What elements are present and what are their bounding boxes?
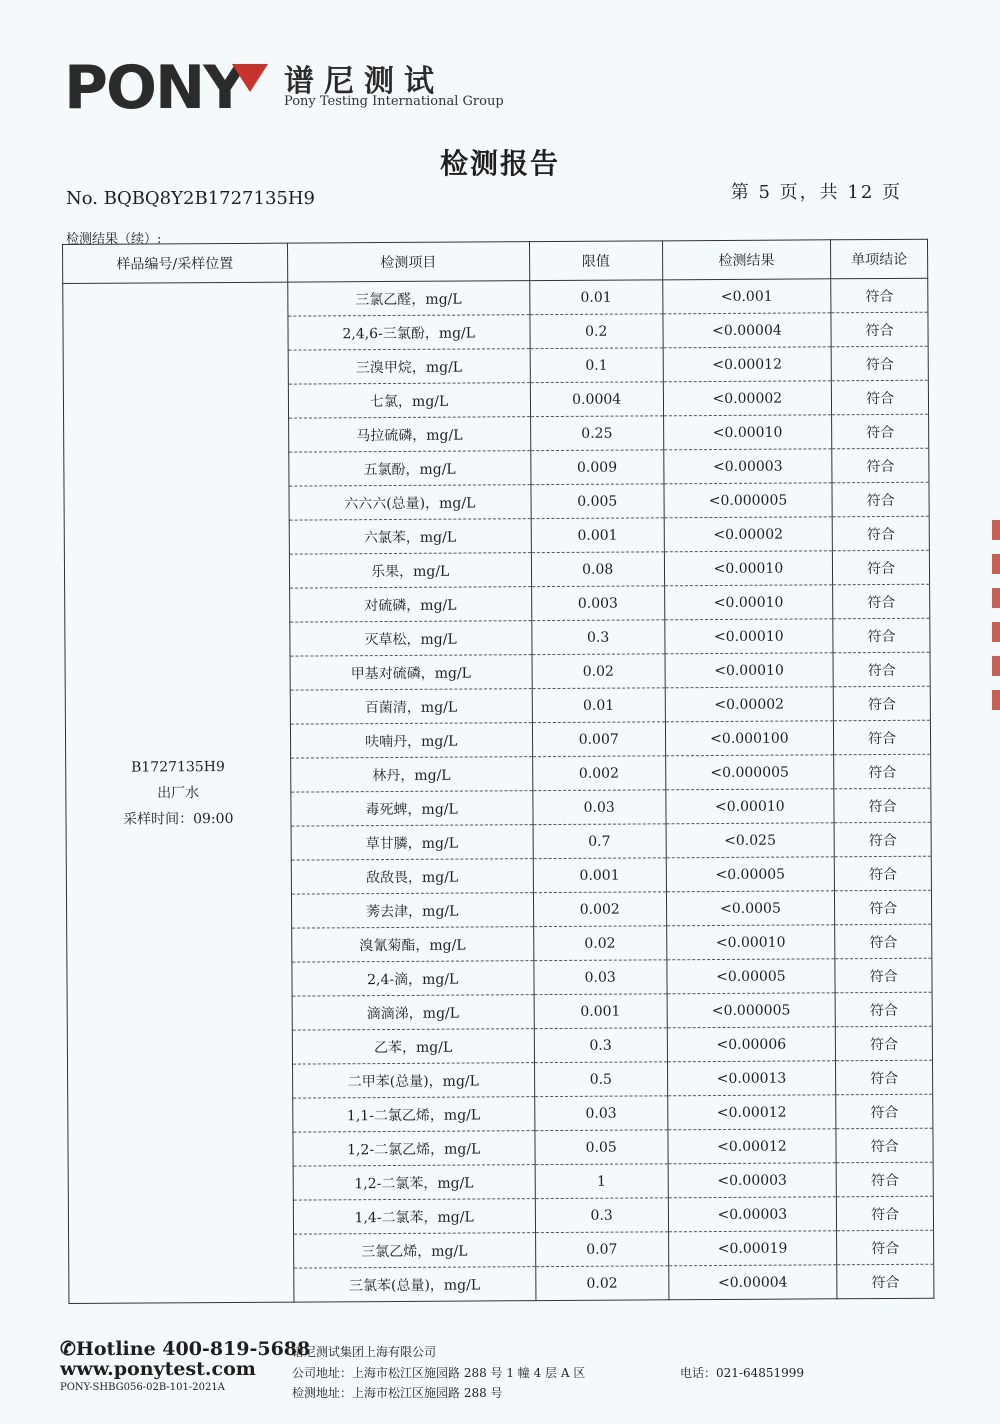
- footer-company-address: 公司地址：上海市松江区施园路 288 号 1 幢 4 层 A 区: [292, 1366, 586, 1380]
- footer-hotline: ✆Hotline 400-819-5688: [60, 1338, 311, 1360]
- page-indicator: 第 5 页，共 12 页: [730, 182, 902, 203]
- cell-item: 七氯，mg/L: [288, 383, 531, 418]
- cell-conclusion: 符合: [833, 618, 930, 653]
- cell-limit: 0.001: [531, 518, 664, 553]
- sample-cell: [63, 282, 294, 1303]
- table-row: [63, 278, 928, 317]
- cell-result: <0.00003: [668, 1197, 837, 1232]
- cell-result: <0.00010: [665, 789, 834, 824]
- cell-item: 三溴甲烷，mg/L: [288, 349, 531, 384]
- cell-limit: 0.007: [532, 722, 665, 757]
- cell-limit: 0.05: [535, 1130, 668, 1165]
- cell-limit: 0.02: [532, 654, 665, 689]
- cell-limit: 1: [535, 1164, 668, 1199]
- cell-conclusion: 符合: [835, 924, 932, 959]
- cell-result: <0.00005: [666, 857, 835, 892]
- cell-result: <0.00006: [667, 1027, 836, 1062]
- cell-result: <0.00004: [662, 313, 831, 348]
- cell-limit: 0.7: [533, 824, 666, 859]
- cell-limit: 0.2: [530, 314, 663, 349]
- cell-result: <0.001: [662, 279, 831, 314]
- cell-item: 莠去津，mg/L: [291, 893, 534, 928]
- cell-item: 六六六(总量)，mg/L: [289, 485, 532, 520]
- cell-item: 乐果，mg/L: [289, 553, 532, 588]
- cell-conclusion: 符合: [832, 448, 929, 483]
- cell-result: <0.00010: [664, 585, 833, 620]
- sample-time: 采样时间：09:00: [123, 810, 234, 828]
- cell-limit: 0.3: [534, 1028, 667, 1063]
- cell-item: 对硫磷，mg/L: [289, 587, 532, 622]
- cell-conclusion: 符合: [837, 1264, 934, 1299]
- cell-item: 三氯乙烯，mg/L: [293, 1233, 536, 1268]
- cell-item: 1,4-二氯苯，mg/L: [293, 1199, 536, 1234]
- cell-limit: 0.25: [530, 416, 663, 451]
- cell-limit: 0.003: [531, 586, 664, 621]
- seal-stamp-edge: [992, 520, 1000, 720]
- header-item: 检测项目: [287, 242, 530, 282]
- cell-conclusion: 符合: [834, 754, 931, 789]
- footer-form-code: PONY-SHBG056-02B-101-2021A: [60, 1382, 225, 1393]
- cell-result: <0.000005: [667, 993, 836, 1028]
- cell-limit: 0.03: [535, 1096, 668, 1131]
- cell-result: <0.00004: [668, 1265, 837, 1300]
- cell-conclusion: 符合: [834, 788, 931, 823]
- footer-phone: 电话：021-64851999: [680, 1366, 805, 1380]
- cell-item: 2,4-滴，mg/L: [291, 961, 534, 996]
- cell-result: <0.00002: [664, 517, 833, 552]
- cell-limit: 0.002: [533, 892, 666, 927]
- cell-limit: 0.1: [530, 348, 663, 383]
- cell-result: <0.000005: [664, 483, 833, 518]
- header-conclusion: 单项结论: [831, 239, 928, 279]
- cell-conclusion: 符合: [835, 958, 932, 993]
- cell-item: 六氯苯，mg/L: [289, 519, 532, 554]
- cell-conclusion: 符合: [833, 550, 930, 585]
- cell-item: 二甲苯(总量)，mg/L: [292, 1063, 535, 1098]
- cell-limit: 0.02: [536, 1266, 669, 1301]
- cell-conclusion: 符合: [832, 516, 929, 551]
- cell-result: <0.025: [666, 823, 835, 858]
- cell-conclusion: 符合: [832, 380, 929, 415]
- header-result: 检测结果: [662, 240, 831, 280]
- cell-conclusion: 符合: [831, 346, 928, 381]
- report-number: No. BQBQ8Y2B1727135H9: [66, 188, 316, 209]
- cell-result: <0.00010: [663, 415, 832, 450]
- cell-result: <0.00010: [664, 619, 833, 654]
- cell-item: 百菌清，mg/L: [290, 689, 533, 724]
- cell-conclusion: 符合: [837, 1196, 934, 1231]
- section-label: 检测结果（续）:: [66, 232, 162, 247]
- logo-wordmark: PONY: [64, 53, 245, 123]
- brand-name-cn: 谱尼测试: [284, 64, 444, 99]
- cell-item: 乙苯，mg/L: [292, 1029, 535, 1064]
- cell-item: 马拉硫磷，mg/L: [288, 417, 531, 452]
- cell-result: <0.00013: [667, 1061, 836, 1096]
- cell-conclusion: 符合: [834, 720, 931, 755]
- footer-test-address: 检测地址：上海市松江区施园路 288 号: [292, 1386, 503, 1400]
- cell-conclusion: 符合: [837, 1230, 934, 1265]
- cell-result: <0.00012: [663, 347, 832, 382]
- cell-conclusion: 符合: [836, 1026, 933, 1061]
- cell-limit: 0.001: [534, 994, 667, 1029]
- cell-limit: 0.08: [531, 552, 664, 587]
- cell-limit: 0.001: [533, 858, 666, 893]
- cell-limit: 0.3: [532, 620, 665, 655]
- cell-item: 灭草松，mg/L: [289, 621, 532, 656]
- cell-result: <0.0005: [666, 891, 835, 926]
- cell-limit: 0.009: [531, 450, 664, 485]
- cell-item: 1,1-二氯乙烯，mg/L: [292, 1097, 535, 1132]
- cell-item: 1,2-二氯乙烯，mg/L: [292, 1131, 535, 1166]
- cell-item: 毒死蜱，mg/L: [290, 791, 533, 826]
- cell-result: <0.00002: [663, 381, 832, 416]
- cell-limit: 0.01: [532, 688, 665, 723]
- sample-id: B1727135H9: [131, 758, 225, 776]
- cell-conclusion: 符合: [831, 312, 928, 347]
- cell-item: 三氯乙醛，mg/L: [287, 281, 530, 316]
- cell-result: <0.00019: [668, 1231, 837, 1266]
- cell-result: <0.00010: [666, 925, 835, 960]
- cell-limit: 0.3: [535, 1198, 668, 1233]
- cell-item: 滴滴涕，mg/L: [292, 995, 535, 1030]
- footer-website: www.ponytest.com: [60, 1358, 256, 1380]
- cell-result: <0.00003: [663, 449, 832, 484]
- cell-conclusion: 符合: [831, 278, 928, 313]
- cell-item: 三氯苯(总量)，mg/L: [293, 1267, 536, 1302]
- cell-result: <0.00012: [667, 1095, 836, 1130]
- results-body: [63, 278, 934, 1303]
- logo-flag-icon: [232, 64, 268, 92]
- document-title: 检测报告: [439, 147, 560, 180]
- cell-result: <0.00012: [667, 1129, 836, 1164]
- footer-company: 谱尼测试集团上海有限公司: [292, 1345, 437, 1359]
- cell-result: <0.00010: [665, 653, 834, 688]
- cell-item: 呋喃丹，mg/L: [290, 723, 533, 758]
- cell-conclusion: 符合: [833, 584, 930, 619]
- cell-limit: 0.0004: [530, 382, 663, 417]
- cell-limit: 0.005: [531, 484, 664, 519]
- cell-result: <0.000100: [665, 721, 834, 756]
- cell-item: 甲基对硫磷，mg/L: [290, 655, 533, 690]
- cell-result: <0.00002: [665, 687, 834, 722]
- brand-name-en: Pony Testing International Group: [284, 94, 504, 109]
- header-limit: 限值: [529, 241, 662, 281]
- cell-result: <0.00005: [666, 959, 835, 994]
- cell-item: 2,4,6-三氯酚，mg/L: [287, 315, 530, 350]
- cell-item: 溴氰菊酯，mg/L: [291, 927, 534, 962]
- cell-result: <0.000005: [665, 755, 834, 790]
- cell-conclusion: 符合: [836, 1162, 933, 1197]
- cell-conclusion: 符合: [834, 856, 931, 891]
- sample-location: 出厂水: [157, 784, 200, 801]
- cell-item: 林丹，mg/L: [290, 757, 533, 792]
- cell-item: 五氯酚，mg/L: [288, 451, 531, 486]
- cell-limit: 0.002: [532, 756, 665, 791]
- cell-conclusion: 符合: [834, 822, 931, 857]
- cell-result: <0.00003: [668, 1163, 837, 1198]
- cell-conclusion: 符合: [836, 1094, 933, 1129]
- cell-limit: 0.03: [533, 790, 666, 825]
- cell-limit: 0.02: [534, 926, 667, 961]
- cell-conclusion: 符合: [836, 1128, 933, 1163]
- cell-conclusion: 符合: [836, 1060, 933, 1095]
- cell-item: 敌敌畏，mg/L: [291, 859, 534, 894]
- cell-conclusion: 符合: [832, 482, 929, 517]
- cell-limit: 0.5: [534, 1062, 667, 1097]
- cell-item: 1,2-二氯苯，mg/L: [293, 1165, 536, 1200]
- cell-limit: 0.03: [534, 960, 667, 995]
- cell-limit: 0.07: [535, 1232, 668, 1267]
- results-table: [62, 239, 934, 1304]
- cell-conclusion: 符合: [835, 890, 932, 925]
- table-header-row: [63, 239, 928, 283]
- cell-conclusion: 符合: [833, 652, 930, 687]
- header-sample: 样品编号/采样位置: [63, 243, 288, 283]
- cell-conclusion: 符合: [835, 992, 932, 1027]
- cell-conclusion: 符合: [833, 686, 930, 721]
- cell-result: <0.00010: [664, 551, 833, 586]
- cell-item: 草甘膦，mg/L: [291, 825, 534, 860]
- cell-conclusion: 符合: [832, 414, 929, 449]
- cell-limit: 0.01: [530, 280, 663, 315]
